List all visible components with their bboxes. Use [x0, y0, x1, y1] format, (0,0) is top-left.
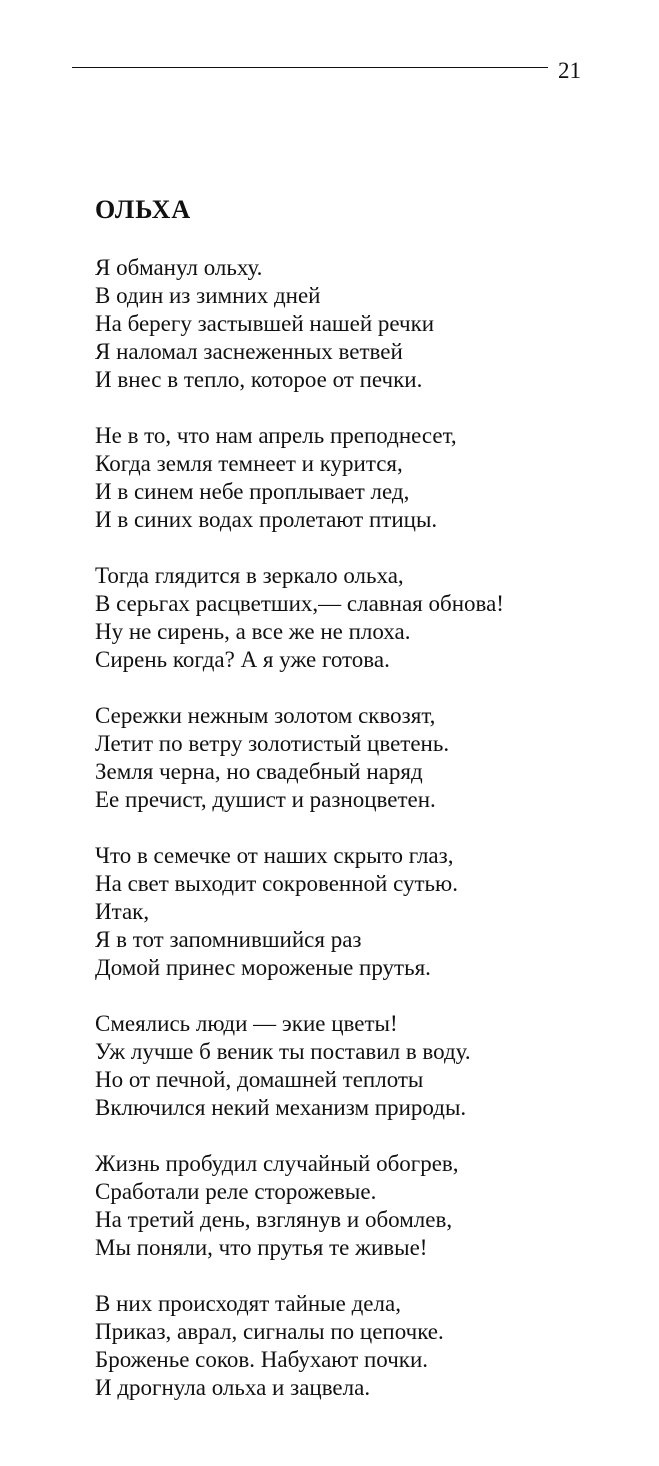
poem-body: [95, 254, 635, 1430]
poem-line: Летит по ветру золотистый цветень.: [95, 731, 450, 756]
stanza-3: [95, 562, 635, 674]
poem-line: Не в то, что нам апрель преподнесет,: [95, 423, 457, 448]
poem-line: Смеялись люди — экие цветы!: [95, 1011, 398, 1036]
poem-line: И в синих водах пролетают птицы.: [95, 507, 438, 532]
poem-line: Жизнь пробудил случайный обогрев,: [95, 1151, 459, 1176]
poem-line: Я в тот запомнившийся раз: [95, 927, 362, 952]
stanza-4: [95, 702, 635, 814]
poem-line: В один из зимних дней: [95, 283, 321, 308]
poem-line: И внес в тепло, которое от печки.: [95, 367, 423, 392]
stanza-8: [95, 1290, 635, 1402]
poem-line: Я обманул ольху.: [95, 255, 263, 280]
poem-line: На третий день, взглянув и обомлев,: [95, 1207, 453, 1232]
stanza-2: [95, 422, 635, 534]
header-rule: [72, 67, 548, 68]
poem-line: Сработали реле сторожевые.: [95, 1179, 377, 1204]
poem-line: Но от печной, домашней теплоты: [95, 1067, 424, 1092]
poem-line: Тогда глядится в зеркало ольха,: [95, 563, 404, 588]
page-number: 21: [558, 58, 581, 83]
poem-line: Итак,: [95, 899, 150, 924]
poem-line: И в синем небе проплывает лед,: [95, 479, 410, 504]
stanza-6: [95, 1010, 635, 1122]
poem-line: На берегу застывшей нашей речки: [95, 311, 435, 336]
poem-line: Сирень когда? А я уже готова.: [95, 647, 390, 672]
poem-line: На свет выходит сокровенной сутью.: [95, 871, 458, 896]
poem-line: Когда земля темнеет и курится,: [95, 451, 403, 476]
poem-line: Что в семечке от наших скрыто глаз,: [95, 843, 454, 868]
poem-line: Земля черна, но свадебный наряд: [95, 759, 423, 784]
poem-line: Домой принес мороженые прутья.: [95, 955, 431, 980]
poem-line: Мы поняли, что прутья те живые!: [95, 1235, 428, 1260]
poem-line: Броженье соков. Набухают почки.: [95, 1347, 429, 1372]
poem-line: Ее пречист, душист и разноцветен.: [95, 787, 436, 812]
poem-line: Сережки нежным золотом сквозят,: [95, 703, 436, 728]
poem-line: Я наломал заснеженных ветвей: [95, 339, 403, 364]
poem-line: Ну не сирень, а все же не плоха.: [95, 619, 411, 644]
stanza-1: [95, 254, 635, 394]
poem-line: В серьгах расцветших,— славная обнова!: [95, 591, 504, 616]
poem-line: Приказ, аврал, сигналы по цепочке.: [95, 1319, 444, 1344]
poem-line: Уж лучше б веник ты поставил в воду.: [95, 1039, 471, 1064]
poem-line: И дрогнула ольха и зацвела.: [95, 1375, 371, 1400]
poem-title: ОЛЬХА: [95, 195, 192, 224]
poem-line: Включился некий механизм природы.: [95, 1095, 467, 1120]
stanza-7: [95, 1150, 635, 1262]
poem-line: В них происходят тайные дела,: [95, 1291, 401, 1316]
stanza-5: [95, 842, 635, 982]
